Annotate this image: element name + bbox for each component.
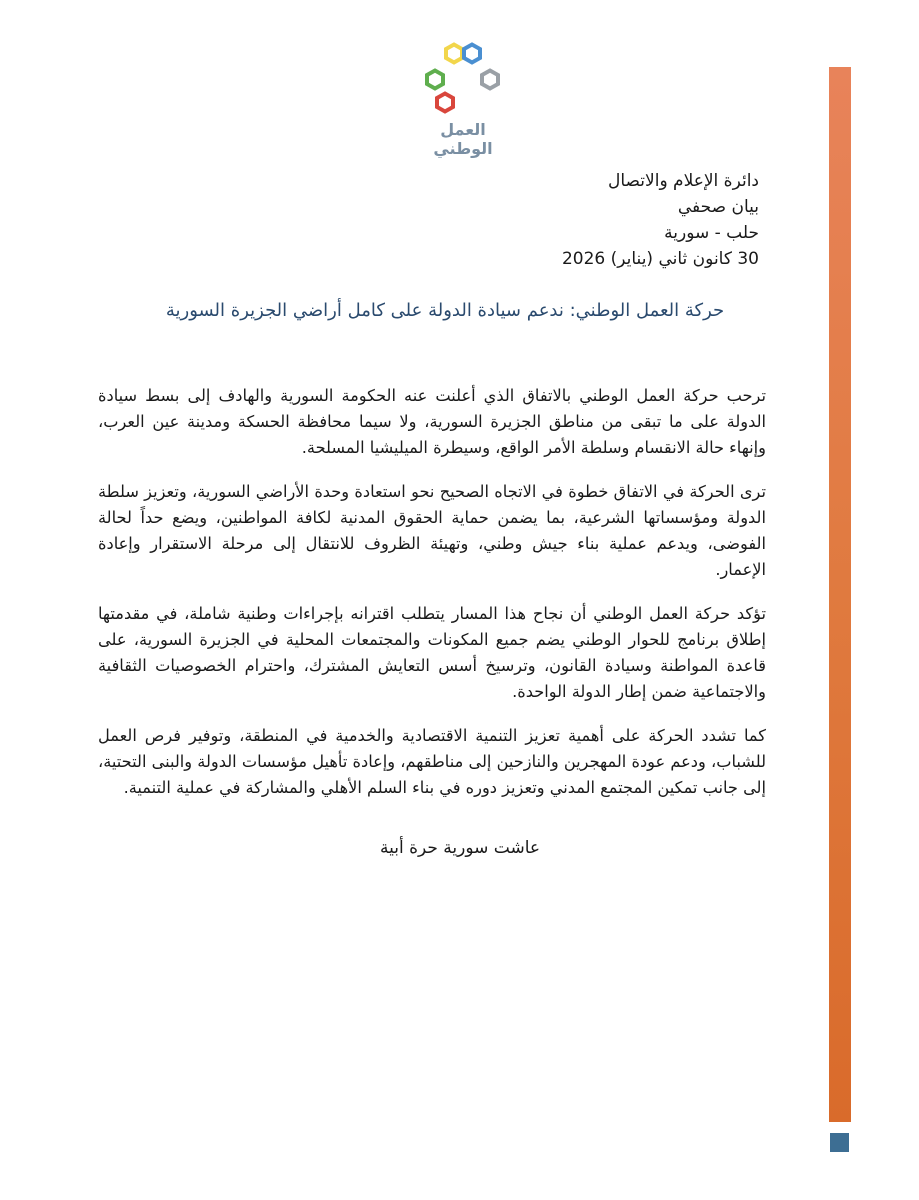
statement-body	[98, 383, 766, 819]
paragraph: كما تشدد الحركة على أهمية تعزيز التنمية الاقتصادية والخدمية في المنطقة، وتوفير فرص العمل للشباب، ودعم عودة المهجرين والنازحين إلى مناطقهم، وإعادة تأهيل مؤسسات الدولة والبنى التحتية، إلى جانب تمكين المجتمع المدني وتعزيز دوره في بناء السلم الأهلي والمشاركة في عملية التنمية.	[98, 726, 766, 797]
decorative-side-square	[830, 1133, 849, 1152]
department-name: دائرة الإعلام والاتصال	[608, 171, 759, 191]
document-type: بيان صحفي	[677, 197, 759, 217]
blue-hexagon-icon	[464, 45, 480, 63]
date: 30 كانون ثاني (يناير) 2026	[561, 249, 759, 269]
decorative-side-bar	[829, 67, 851, 1122]
yellow-hexagon-icon	[446, 45, 462, 63]
closing-slogan: عاشت سورية حرة أبية	[379, 838, 541, 858]
green-hexagon-icon	[427, 71, 443, 89]
paragraph: ترى الحركة في الاتفاق خطوة في الاتجاه الصحيح نحو استعادة وحدة الأراضي السورية، وتعزيز سلطة الدولة ومؤسساتها الشرعية، بما يضمن حماية الحقوق المدنية لكافة المواطنين، ويضع حداً لحالة الفوضى، ويدعم عملية بناء جيش وطني، وتهيئة الظروف للانتقال إلى مرحلة الاستقرار وإعادة الإعمار.	[98, 482, 766, 579]
gray-hexagon-icon	[482, 71, 498, 89]
hexagon-cluster-icon	[408, 40, 518, 120]
logo-wordmark: العمل الوطني	[433, 120, 493, 158]
location: حلب - سورية	[664, 223, 759, 243]
paragraph: ترحب حركة العمل الوطني بالاتفاق الذي أعلنت عنه الحكومة السورية والهادف إلى بسط سيادة الدولة على ما تبقى من مناطق الجزيرة السورية، ولا سيما محافظة الحسكة ومدينة عين العرب، وإنهاء حالة الانقسام وسلطة الأمر الواقع، وسيطرة الميليشيا المسلحة.	[98, 386, 766, 457]
statement-title: حركة العمل الوطني: ندعم سيادة الدولة على كامل أراضي الجزيرة السورية	[165, 300, 725, 321]
letter-header	[459, 168, 759, 272]
paragraph: تؤكد حركة العمل الوطني أن نجاح هذا المسار يتطلب اقترانه بإجراءات وطنية شاملة، في مقدمتها إطلاق برنامج للحوار الوطني يضم جميع المكونات والمجتمعات المحلية في الجزيرة السورية، على قاعدة المواطنة وسيادة القانون، وترسيخ أسس التعايش المشترك، واحترام الخصوصيات الثقافية والاجتماعية ضمن إطار الدولة الواحدة.	[98, 604, 766, 701]
red-hexagon-icon	[437, 94, 453, 112]
organization-logo	[408, 40, 518, 158]
